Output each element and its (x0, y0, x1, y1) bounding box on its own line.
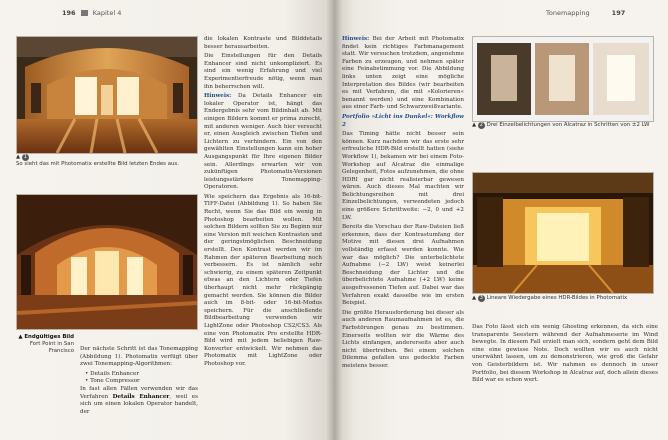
left-col-para-3-lead: Hinweis: (204, 93, 232, 100)
left-col-para-4: Wie speichern das Ergebnis als 16-bit-TIFF-Datei (Abbildung 1). So haben Sie Recht, wenn Sie das Bild ein wenig in Photoshop bearbeiten wollen. Mit solchen Bildern sollten Sie zu Beginn nur eine Version mit weichen Kontrasten und der geringstmöglichen Beschneidung erstellt. Den Kontrast werden wir im Rahmen der späteren Bearbeitung noch verbessern. Es ist nämlich sehr schwierig, zu einem späteren Zeitpunkt etwas an den Lichtern oder Tiefen überhaupt nicht mehr rückgängig gemacht werden. Sie können die Bilder auch im 8-bit- oder 16-bit-Modus speichern. Für die anschließende Bildbearbeitung verwenden wir LightZone oder Photoshop CS2/CS3. Als eine von Photomatix Pro erstellte HDR-Bild wird mit jedem beliebigen Raw-Konverter entwickelt. Wir nehmen das Photomatix mit LightZone oder Photoshop vor. (204, 193, 322, 367)
left-bottom-tail-lead: In fast allen Fällen verwenden wir das Verfahren (80, 385, 198, 400)
left-col-para-3-text: Da Details Enhancer ein lokaler Operator ist, hängt das Endergebnis sehr vom Bildinhalt ab. Mit einigen Bildern kommt er prima zurecht, mit anderen weniger. Auch hier versucht er, einen Ausgleich zwischen Tiefen und Lichtern zu verhindern. Ein von den gewählten Einstellungen kann ein hoher Ausgangspunkt für Ihre eigenen Bilder sein. Allerdings erwarten wir von zukünftigen Photomatix-Versionen leistungsstärkere Tonemapping-Operatoren. (204, 93, 322, 191)
list-item: • Details Enhancer (85, 370, 140, 377)
figure-number-badge: 1 (23, 154, 27, 160)
figure-number-badge: 2 (479, 122, 483, 128)
left-page-text-column (204, 36, 322, 436)
left-col-para-3 (204, 93, 322, 192)
bottom-figure-caption-line-1: Fort Point in San (29, 341, 74, 347)
figure-number-badge: 3 (479, 295, 483, 301)
right-page-text-column (342, 36, 464, 436)
left-chapter-label: Kapitel 4 (92, 9, 122, 17)
arches-photo (16, 194, 198, 330)
left-bottom-para: Der nächste Schritt ist das Tonemapping (Abbildung 1). Photomatix verfügt über zwei Tonemapping-Algorithmen: (80, 346, 198, 368)
left-bottom-tail (80, 386, 198, 416)
right-header-title: Tonemapping (546, 9, 590, 17)
exposure-strip-art (473, 37, 653, 121)
left-col-para-2: Die Einstellungen für den Details Enhancer sind nicht unkompliziert. Es sind ein wenig Erfahrung und viel Experimentierfreude nötig, wenn man ihn beherrschen will. (204, 53, 322, 90)
left-bottom-tail-text: , weil es sich um einen lokalen Operator handelt, der (80, 393, 198, 415)
triangle-marker-icon: ▲ (472, 295, 478, 301)
right-page-header (546, 9, 625, 17)
list-item: • Tone Compressor (85, 378, 140, 385)
bottom-figure-caption (16, 334, 74, 355)
exposure-strip (472, 36, 654, 122)
triangle-marker-icon: ▲ (16, 154, 21, 160)
hdr-linear-photo (472, 172, 654, 294)
bottom-figure-caption-title: Endgültiges Bild (24, 334, 74, 340)
right-col-para-1-lead: Hinweis: (342, 36, 370, 42)
triangle-marker-icon: ▲ (472, 122, 478, 128)
corridor-photo-1-art (17, 37, 197, 153)
right-col-para-1 (342, 36, 464, 112)
left-page-number: 196 (62, 9, 76, 17)
right-col-para-2: Das Timing hätte nicht besser sein können. Kurz nachdem wir das erste sehr erfreuliche HDR-Bild erstellt hatten (siehe Workflow 1), bekamen wir bei einem Foto-Workshop auf Alcatraz die einmalige Gelegenheit, Fotos aufzunehmen, die ohne HDRI gar nicht realisierbar gewesen wären. Auch dieses Mal machten wir Belichtungsreihen mit drei Einzelbelichtungen, verwendeten jedoch eine größere Schrittweite: −2, 0 und +2 LW. (342, 131, 464, 221)
bottom-figure-caption-line-2: Francisco (48, 348, 74, 354)
chapter-icon (81, 10, 88, 16)
hdr-photo-caption (472, 295, 658, 302)
top-figure-caption (16, 154, 196, 168)
left-page-header (62, 9, 121, 17)
hdr-photo-caption-text: Lineare Wiedergabe eines HDR-Bildes in Photomatix (486, 295, 628, 301)
list-item-text: Details Enhancer (90, 370, 140, 377)
left-page-bottom-column (80, 346, 198, 440)
book-gutter (326, 0, 342, 440)
top-figure-caption-text: So sieht das mit Photomatix erstellte Bild letzten Endes aus. (16, 161, 179, 167)
left-bottom-tail-bold: Details Enhancer (112, 393, 170, 400)
corridor-photo-1 (16, 36, 198, 154)
hdr-linear-photo-art (473, 173, 653, 293)
left-col-para-1: die lokalen Kontraste und Bilddetails besser herausarbeiten. (204, 36, 322, 50)
triangle-marker-icon: ▲ (18, 334, 25, 340)
arches-photo-art (17, 195, 197, 329)
section-heading: Portfolio »Licht ins Dunkel«: Workflow 2 (342, 113, 464, 128)
right-page-bottom-column (472, 324, 658, 438)
right-page-number: 197 (611, 9, 626, 17)
right-page (334, 0, 668, 440)
exposure-strip-caption (472, 122, 658, 129)
right-col-para-1-text: Bei der Arbeit mit Photomatix findet kein richtiges Farbmanagement statt. Wir versuchen trotzdem, angenehme Farben zu erzeugen, und nehmen später eine Feinabstimmung vor. Die Abbildung links unten zeigt eine mögliche Interpretation des Bildes (wir bearbeiten es mit Verfahren, die mit »Kolorieren« benannt werden) und eine Kombination aus einer Farb- und Schwarzweißvariante. (342, 36, 464, 111)
list-item-text: Tone Compressor (90, 378, 140, 385)
exposure-strip-caption-text: Drei Einzelbelichtungen von Alcatraz in Schritten von ±2 LW (486, 122, 650, 128)
right-col-para-4: Die größte Herausforderung bei dieser als auch anderen Raumaufnahmen ist es, die Farbstörungen genau zu bestimmen. Einerseits wollten wir die Wärme des Lichts einfangen, andererseits aber auch nicht übertreiben. Bei einem solchen Dilemma gefallen uns gedeckte Farben meistens besser. (342, 309, 464, 369)
right-col-para-3: Bereits die Vorschau der Raw-Dateien ließ erkennen, dass der Kontrastumfang der Motive mit diesen drei Aufnahmen vollständig erfasst werden konnte. Wie war das möglich? Die unterbelichtete Aufnahme (−2 LW) weist keinerlei Beschneidung der Lichter und die überbelichtete Aufnahme (+2 LW) keine ausgefressenen Tiefen auf. Dabei war das Verfahren exakt dasselbe wie im ersten Beispiel. (342, 224, 464, 307)
right-bottom-para: Das Foto lässt sich ein wenig Ghosting erkennen, da sich eine transparente Seestern während der Aufnahmeserie im Wind bewegte. In diesem Fall erzielt man sich, sondern geht dem Bild eine eine gewisse Note. Doch wollten wir es auch nicht unerwähnt lassen, um zu demonstrieren, wie groß die Gefahr von Geisterbildern ist. Wir nahmen es dennoch in unser Portfolio, bei diesem Workshop in Alcatraz auf, doch allein dieses Bild war es schon wert. (472, 324, 658, 384)
